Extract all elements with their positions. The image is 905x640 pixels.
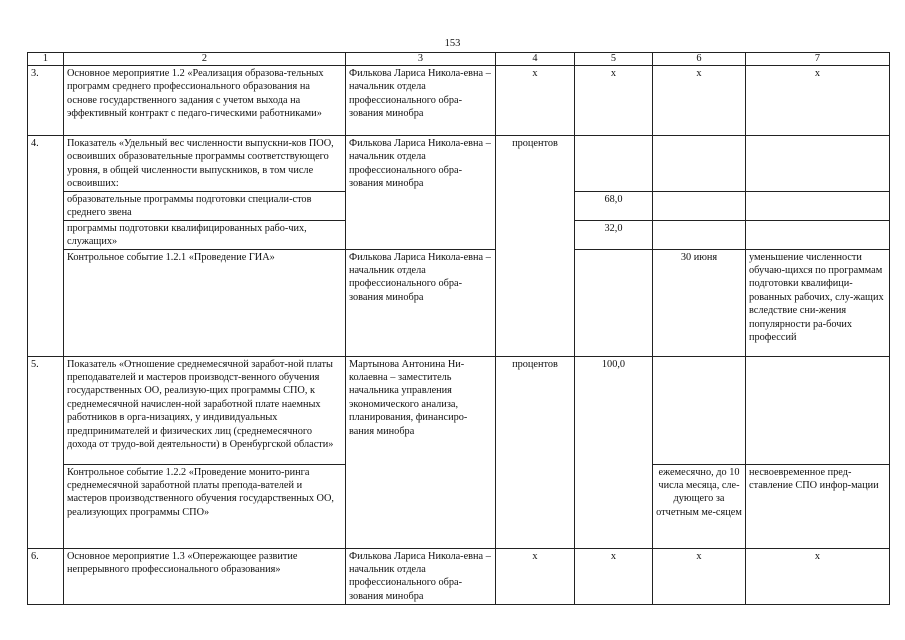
table-cell bbox=[653, 356, 746, 464]
table-row bbox=[28, 249, 890, 356]
column-header: 4 bbox=[496, 53, 575, 66]
sub-indicator-name: образовательные программы подготовки специали-стов среднего звена bbox=[64, 192, 346, 221]
table-cell: x bbox=[746, 548, 890, 604]
risk-cell: несвоевременное пред-ставление СПО инфор-мации bbox=[746, 464, 890, 548]
table-cell bbox=[575, 136, 653, 192]
table-row bbox=[28, 66, 890, 136]
table-cell: x bbox=[496, 548, 575, 604]
table-cell bbox=[746, 356, 890, 464]
table-row bbox=[28, 136, 890, 192]
responsible-person: Филькова Лариса Никола-евна – начальник отдела профессионального обра-зования минобра bbox=[346, 66, 496, 136]
table-cell: x bbox=[653, 548, 746, 604]
row-number: 3. bbox=[28, 66, 64, 136]
table-cell bbox=[653, 220, 746, 249]
activity-name: Основное мероприятие 1.3 «Опережающее развитие непрерывного профессионального образования» bbox=[64, 548, 346, 604]
table-cell: x bbox=[653, 66, 746, 136]
column-header: 5 bbox=[575, 53, 653, 66]
table-cell: x bbox=[575, 66, 653, 136]
unit-cell: процентов bbox=[496, 136, 575, 357]
column-header: 7 bbox=[746, 53, 890, 66]
date-cell: 30 июня bbox=[653, 249, 746, 356]
responsible-person: Мартынова Антонина Ни-колаевна – заместитель начальника управления экономического анализа, планирования, финансиро-вания минобра bbox=[346, 356, 496, 548]
value-cell: 68,0 bbox=[575, 192, 653, 221]
column-header: 2 bbox=[64, 53, 346, 66]
responsible-person: Филькова Лариса Никола-евна – начальник отдела профессионального обра-зования минобра bbox=[346, 136, 496, 250]
table-cell bbox=[575, 249, 653, 356]
table-cell bbox=[746, 192, 890, 221]
page-number: 153 bbox=[444, 38, 461, 49]
indicator-name: Показатель «Отношение среднемесячной заработ-ной платы преподавателей и мастеров производст-венного обучения государственных ОО, реализую-щих программы СПО, к среднемесячной начислен-ной заработной плате наемных работников в орга-низациях, у индивидуальных предпринимателей и физических лиц (среднемесячного дохода от трудо-вой деятельности) в Оренбургской области» bbox=[64, 356, 346, 464]
activity-name: Основное мероприятие 1.2 «Реализация образова-тельных программ среднего профессионального образования на основе государственного задания с учетом выхода на эффективный контракт с педаго-гическими работниками» bbox=[64, 66, 346, 136]
table-cell bbox=[746, 220, 890, 249]
column-header: 1 bbox=[28, 53, 64, 66]
document-table bbox=[27, 52, 890, 605]
risk-cell: уменьшение численности обучаю-щихся по программам подготовки квалифици-рованных рабочих, слу-жащих вследствие сни-жения популярности ра-бочих профессий bbox=[746, 249, 890, 356]
unit-cell: процентов bbox=[496, 356, 575, 548]
table-cell: x bbox=[575, 548, 653, 604]
table-cell: x bbox=[746, 66, 890, 136]
control-event-name: Контрольное событие 1.2.1 «Проведение ГИА» bbox=[64, 249, 346, 356]
value-cell: 100,0 bbox=[575, 356, 653, 548]
table-row bbox=[28, 356, 890, 464]
sub-indicator-name: программы подготовки квалифицированных рабо-чих, служащих» bbox=[64, 220, 346, 249]
table-cell: x bbox=[496, 66, 575, 136]
indicator-name: Показатель «Удельный вес численности выпускни-ков ПОО, освоивших образовательные программы соответствующего уровня, в общей численности выпускников, в том числе освоивших: bbox=[64, 136, 346, 192]
row-number: 5. bbox=[28, 356, 64, 548]
row-number: 4. bbox=[28, 136, 64, 357]
responsible-person: Филькова Лариса Никола-евна – начальник отдела профессионального обра-зования минобра bbox=[346, 548, 496, 604]
row-number: 6. bbox=[28, 548, 64, 604]
table-row bbox=[28, 548, 890, 604]
table-cell bbox=[653, 192, 746, 221]
control-event-name: Контрольное событие 1.2.2 «Проведение монито-ринга среднемесячной заработной платы препода-вателей и мастеров производственного обучения государственных ОО, реализующих программы СПО» bbox=[64, 464, 346, 548]
responsible-person: Филькова Лариса Никола-евна – начальник отдела профессионального обра-зования минобра bbox=[346, 249, 496, 356]
table-cell bbox=[653, 136, 746, 192]
value-cell: 32,0 bbox=[575, 220, 653, 249]
table-header-row bbox=[28, 53, 890, 66]
date-cell: ежемесячно, до 10 числа месяца, сле-дующего за отчетным ме-сяцем bbox=[653, 464, 746, 548]
column-header: 3 bbox=[346, 53, 496, 66]
column-header: 6 bbox=[653, 53, 746, 66]
table-cell bbox=[746, 136, 890, 192]
